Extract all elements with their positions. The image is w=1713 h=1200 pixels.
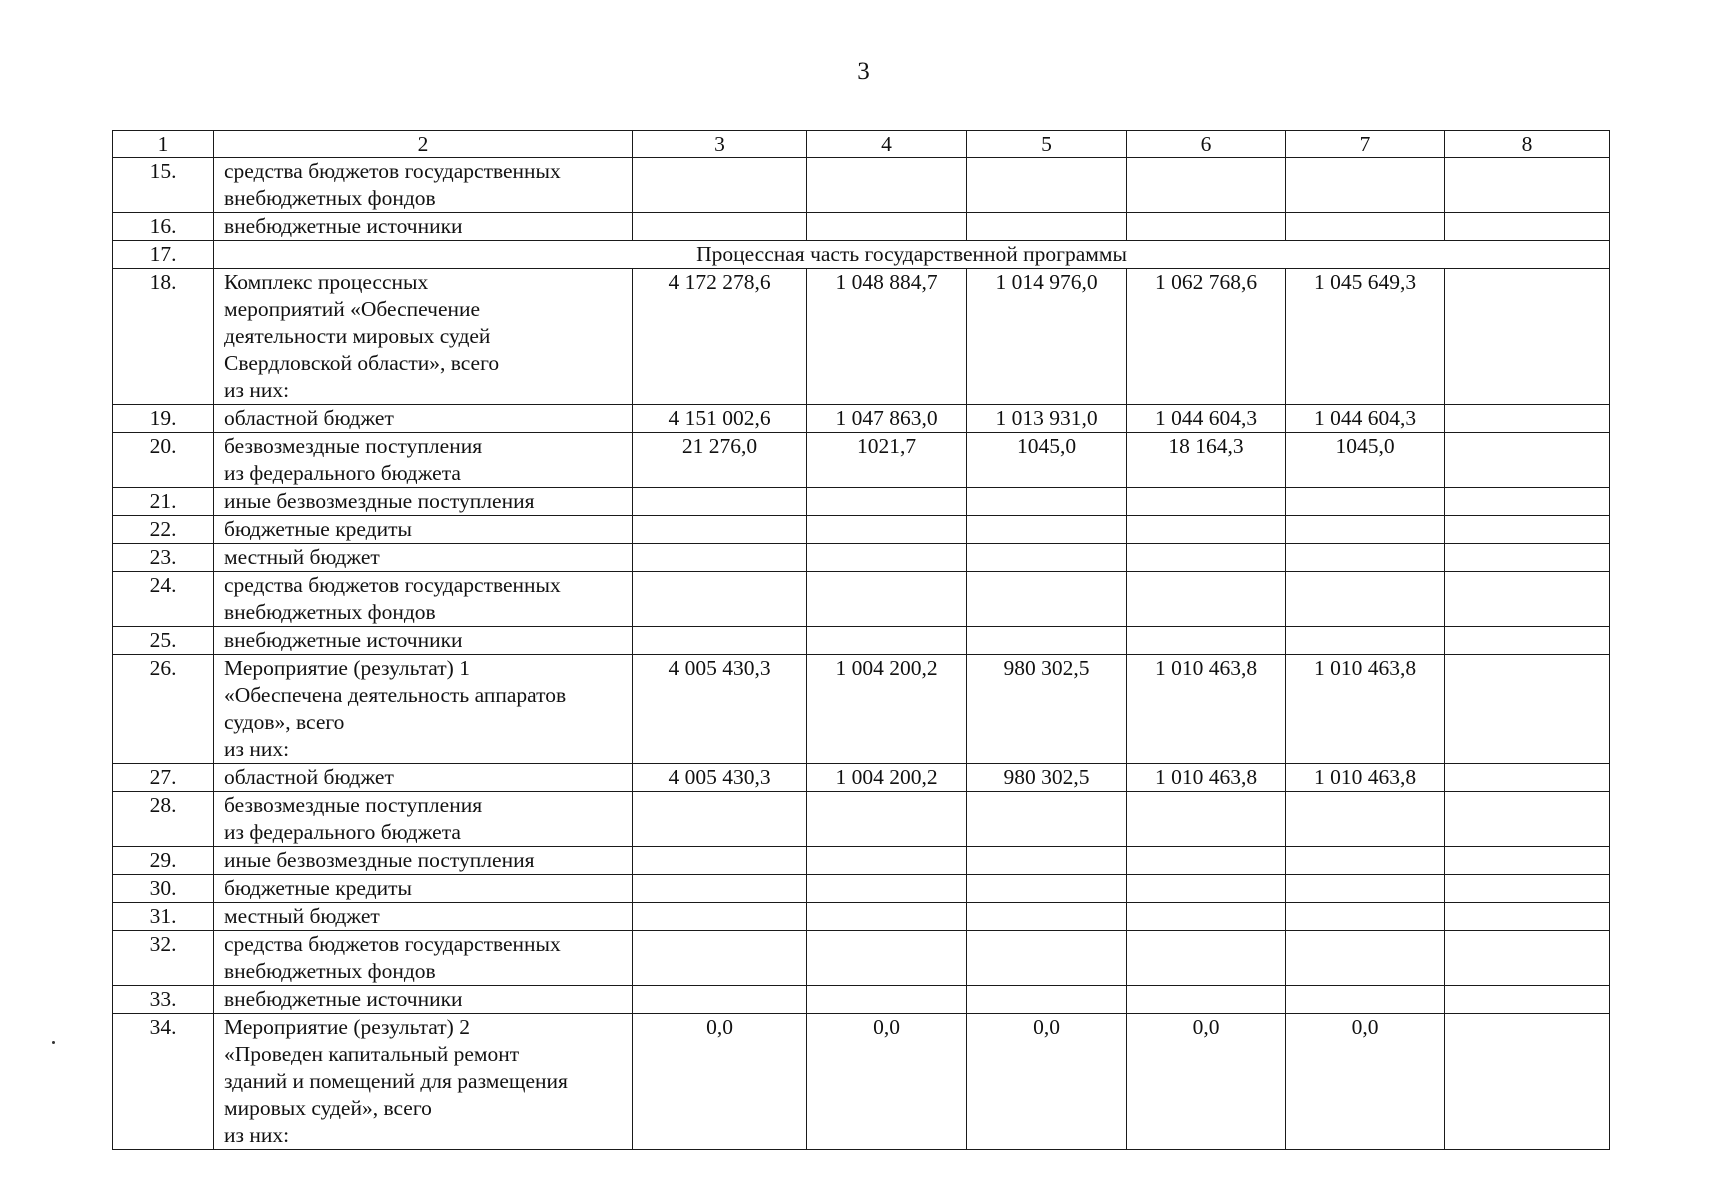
table-row	[113, 488, 1610, 516]
value-cell	[1445, 764, 1610, 792]
page-number: 3	[857, 58, 870, 85]
value-cell	[1127, 516, 1286, 544]
column-number-cell: 4	[807, 131, 967, 158]
value-cell	[1127, 544, 1286, 572]
table-row	[113, 213, 1610, 241]
value-cell	[1445, 792, 1610, 847]
value-cell	[1286, 847, 1445, 875]
row-name-cell: областной бюджет	[214, 405, 633, 433]
value-cell: 1021,7	[807, 433, 967, 488]
value-cell	[807, 516, 967, 544]
value-cell	[1445, 903, 1610, 931]
row-number-cell: 34.	[113, 1014, 214, 1150]
row-name-cell: бюджетные кредиты	[214, 875, 633, 903]
column-number-cell: 3	[633, 131, 807, 158]
value-cell	[1445, 544, 1610, 572]
value-cell	[633, 544, 807, 572]
value-cell	[967, 572, 1127, 627]
value-cell: 1 013 931,0	[967, 405, 1127, 433]
table-row	[113, 572, 1610, 627]
value-cell	[1127, 627, 1286, 655]
row-name-cell: средства бюджетов государственных внебюджетных фондов	[214, 931, 633, 986]
value-cell: 1 062 768,6	[1127, 269, 1286, 405]
value-cell	[1286, 903, 1445, 931]
value-cell	[1445, 847, 1610, 875]
row-number-cell: 17.	[113, 241, 214, 269]
table-row	[113, 792, 1610, 847]
value-cell: 0,0	[633, 1014, 807, 1150]
table-row	[113, 405, 1610, 433]
table-row	[113, 903, 1610, 931]
value-cell	[807, 627, 967, 655]
value-cell: 0,0	[1127, 1014, 1286, 1150]
value-cell	[967, 792, 1127, 847]
value-cell: 1 047 863,0	[807, 405, 967, 433]
value-cell	[967, 488, 1127, 516]
value-cell	[967, 516, 1127, 544]
value-cell: 1 010 463,8	[1127, 764, 1286, 792]
row-name-cell: внебюджетные источники	[214, 627, 633, 655]
value-cell	[1445, 572, 1610, 627]
value-cell: 1045,0	[967, 433, 1127, 488]
value-cell: 4 005 430,3	[633, 655, 807, 764]
value-cell	[807, 488, 967, 516]
value-cell	[1445, 931, 1610, 986]
value-cell	[967, 544, 1127, 572]
row-number-cell: 25.	[113, 627, 214, 655]
value-cell: 1 048 884,7	[807, 269, 967, 405]
value-cell	[1286, 986, 1445, 1014]
value-cell: 0,0	[967, 1014, 1127, 1150]
row-name-cell: Мероприятие (результат) 2 «Проведен капитальный ремонт зданий и помещений для размещения мировых судей», всего из них:	[214, 1014, 633, 1150]
value-cell: 1 010 463,8	[1286, 655, 1445, 764]
value-cell	[1445, 433, 1610, 488]
row-number-cell: 30.	[113, 875, 214, 903]
value-cell	[967, 986, 1127, 1014]
row-name-cell: иные безвозмездные поступления	[214, 488, 633, 516]
row-number-cell: 29.	[113, 847, 214, 875]
value-cell: 1 010 463,8	[1286, 764, 1445, 792]
value-cell	[807, 847, 967, 875]
row-name-cell: внебюджетные источники	[214, 986, 633, 1014]
value-cell	[1127, 875, 1286, 903]
value-cell	[1127, 792, 1286, 847]
value-cell	[807, 875, 967, 903]
value-cell: 0,0	[1286, 1014, 1445, 1150]
row-number-cell: 19.	[113, 405, 214, 433]
value-cell	[1286, 572, 1445, 627]
table-row	[113, 847, 1610, 875]
row-name-cell: внебюджетные источники	[214, 213, 633, 241]
value-cell	[633, 627, 807, 655]
value-cell	[967, 931, 1127, 986]
value-cell	[633, 572, 807, 627]
column-number-row	[113, 131, 1610, 158]
value-cell	[967, 903, 1127, 931]
value-cell	[1445, 655, 1610, 764]
row-number-cell: 15.	[113, 158, 214, 213]
value-cell	[1286, 627, 1445, 655]
row-name-cell: бюджетные кредиты	[214, 516, 633, 544]
table-row	[113, 627, 1610, 655]
row-number-cell: 23.	[113, 544, 214, 572]
row-number-cell: 26.	[113, 655, 214, 764]
value-cell	[807, 213, 967, 241]
table-body	[113, 131, 1610, 1150]
value-cell	[967, 213, 1127, 241]
value-cell	[633, 792, 807, 847]
column-number-cell: 1	[113, 131, 214, 158]
value-cell	[633, 931, 807, 986]
value-cell: 980 302,5	[967, 764, 1127, 792]
value-cell	[1127, 847, 1286, 875]
value-cell	[633, 875, 807, 903]
table-row	[113, 433, 1610, 488]
row-number-cell: 31.	[113, 903, 214, 931]
row-name-cell: иные безвозмездные поступления	[214, 847, 633, 875]
value-cell	[807, 158, 967, 213]
value-cell: 4 151 002,6	[633, 405, 807, 433]
value-cell: 1 004 200,2	[807, 655, 967, 764]
table-row	[113, 764, 1610, 792]
table-row	[113, 875, 1610, 903]
value-cell	[1445, 516, 1610, 544]
table-row	[113, 931, 1610, 986]
row-number-cell: 21.	[113, 488, 214, 516]
value-cell: 1 044 604,3	[1127, 405, 1286, 433]
value-cell	[1127, 931, 1286, 986]
row-name-cell: местный бюджет	[214, 544, 633, 572]
row-number-cell: 32.	[113, 931, 214, 986]
value-cell: 4 005 430,3	[633, 764, 807, 792]
table-row	[113, 158, 1610, 213]
scan-dot	[52, 1041, 55, 1044]
value-cell	[807, 986, 967, 1014]
value-cell	[967, 158, 1127, 213]
value-cell	[633, 488, 807, 516]
value-cell: 0,0	[807, 1014, 967, 1150]
row-name-cell: областной бюджет	[214, 764, 633, 792]
row-number-cell: 27.	[113, 764, 214, 792]
value-cell	[1127, 488, 1286, 516]
column-number-cell: 8	[1445, 131, 1610, 158]
value-cell	[1127, 903, 1286, 931]
value-cell	[633, 213, 807, 241]
value-cell	[807, 903, 967, 931]
row-number-cell: 28.	[113, 792, 214, 847]
value-cell	[633, 158, 807, 213]
value-cell	[1445, 213, 1610, 241]
row-number-cell: 18.	[113, 269, 214, 405]
value-cell	[1127, 572, 1286, 627]
value-cell: 18 164,3	[1127, 433, 1286, 488]
value-cell	[807, 792, 967, 847]
value-cell	[1445, 1014, 1610, 1150]
value-cell	[633, 986, 807, 1014]
value-cell	[807, 544, 967, 572]
value-cell	[1286, 213, 1445, 241]
value-cell: 21 276,0	[633, 433, 807, 488]
value-cell	[807, 572, 967, 627]
row-name-cell: местный бюджет	[214, 903, 633, 931]
value-cell: 1 004 200,2	[807, 764, 967, 792]
value-cell	[967, 847, 1127, 875]
value-cell	[1127, 986, 1286, 1014]
table-row	[113, 241, 1610, 269]
value-cell	[1286, 158, 1445, 213]
value-cell	[1445, 986, 1610, 1014]
value-cell	[807, 931, 967, 986]
value-cell: 1 044 604,3	[1286, 405, 1445, 433]
value-cell	[1286, 875, 1445, 903]
budget-table	[112, 130, 1610, 1150]
row-name-cell: средства бюджетов государственных внебюджетных фондов	[214, 572, 633, 627]
value-cell: 4 172 278,6	[633, 269, 807, 405]
table-row	[113, 986, 1610, 1014]
table-row	[113, 655, 1610, 764]
value-cell: 1 014 976,0	[967, 269, 1127, 405]
value-cell	[1286, 792, 1445, 847]
value-cell: 1 045 649,3	[1286, 269, 1445, 405]
row-number-cell: 22.	[113, 516, 214, 544]
column-number-cell: 5	[967, 131, 1127, 158]
value-cell	[967, 875, 1127, 903]
row-name-cell: Мероприятие (результат) 1 «Обеспечена деятельность аппаратов судов», всего из них:	[214, 655, 633, 764]
row-number-cell: 33.	[113, 986, 214, 1014]
column-number-cell: 2	[214, 131, 633, 158]
column-number-cell: 7	[1286, 131, 1445, 158]
column-number-cell: 6	[1127, 131, 1286, 158]
table-row	[113, 1014, 1610, 1150]
value-cell	[1445, 875, 1610, 903]
value-cell: 1045,0	[1286, 433, 1445, 488]
row-name-cell: безвозмездные поступления из федерального бюджета	[214, 792, 633, 847]
value-cell	[967, 627, 1127, 655]
row-number-cell: 24.	[113, 572, 214, 627]
row-number-cell: 20.	[113, 433, 214, 488]
value-cell: 980 302,5	[967, 655, 1127, 764]
value-cell	[1286, 516, 1445, 544]
value-cell	[1127, 213, 1286, 241]
value-cell	[1445, 405, 1610, 433]
row-name-cell: средства бюджетов государственных внебюджетных фондов	[214, 158, 633, 213]
value-cell	[1445, 488, 1610, 516]
table-row	[113, 516, 1610, 544]
row-name-cell: Комплекс процессных мероприятий «Обеспечение деятельности мировых судей Свердловской области», всего из них:	[214, 269, 633, 405]
row-number-cell: 16.	[113, 213, 214, 241]
value-cell	[1445, 158, 1610, 213]
value-cell	[1445, 269, 1610, 405]
value-cell	[1286, 544, 1445, 572]
value-cell	[1286, 931, 1445, 986]
table-row	[113, 269, 1610, 405]
value-cell	[1445, 627, 1610, 655]
value-cell: 1 010 463,8	[1127, 655, 1286, 764]
row-name-cell: безвозмездные поступления из федерального бюджета	[214, 433, 633, 488]
value-cell	[1127, 158, 1286, 213]
value-cell	[1286, 488, 1445, 516]
value-cell	[633, 516, 807, 544]
value-cell	[633, 903, 807, 931]
value-cell	[633, 847, 807, 875]
section-title-cell: Процессная часть государственной программы	[214, 241, 1610, 269]
table-row	[113, 544, 1610, 572]
